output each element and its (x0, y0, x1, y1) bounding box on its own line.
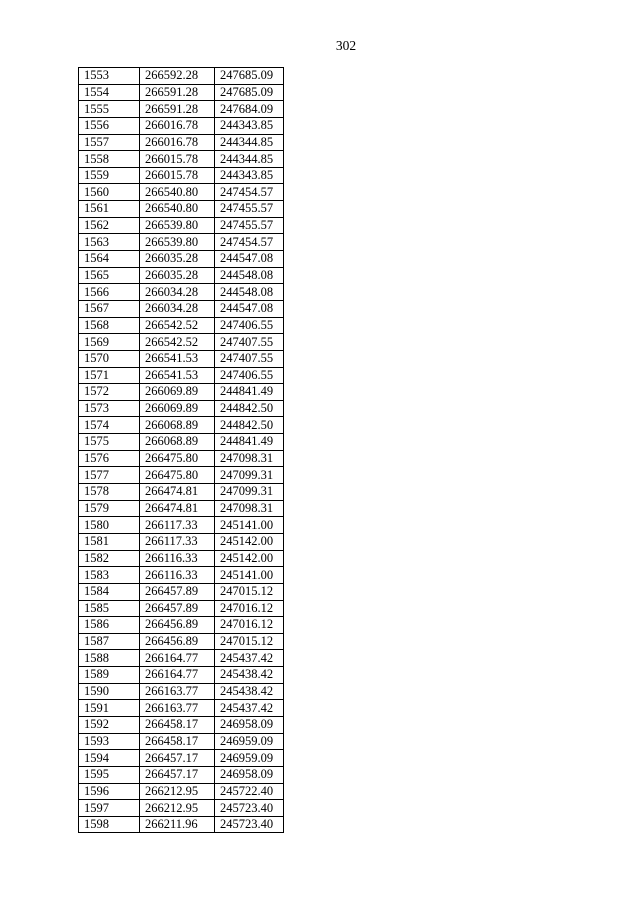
x-coordinate-cell: 266592.28 (140, 68, 215, 85)
x-coordinate-cell: 266458.17 (140, 733, 215, 750)
x-coordinate-cell: 266474.81 (140, 484, 215, 501)
point-number-cell: 1584 (79, 583, 140, 600)
table-row (79, 550, 284, 567)
point-number-cell: 1591 (79, 700, 140, 717)
table-row (79, 750, 284, 767)
y-coordinate-cell: 244548.08 (215, 267, 284, 284)
point-number-cell: 1574 (79, 417, 140, 434)
table-row (79, 117, 284, 134)
point-number-cell: 1562 (79, 217, 140, 234)
x-coordinate-cell: 266541.53 (140, 367, 215, 384)
point-number-cell: 1555 (79, 101, 140, 118)
y-coordinate-cell: 247015.12 (215, 583, 284, 600)
point-number-cell: 1576 (79, 450, 140, 467)
y-coordinate-cell: 247685.09 (215, 68, 284, 85)
table-row (79, 384, 284, 401)
y-coordinate-cell: 247406.55 (215, 367, 284, 384)
point-number-cell: 1570 (79, 350, 140, 367)
x-coordinate-cell: 266212.95 (140, 800, 215, 817)
x-coordinate-cell: 266475.80 (140, 450, 215, 467)
table-row (79, 484, 284, 501)
y-coordinate-cell: 247455.57 (215, 217, 284, 234)
point-number-cell: 1594 (79, 750, 140, 767)
x-coordinate-cell: 266034.28 (140, 284, 215, 301)
point-number-cell: 1559 (79, 167, 140, 184)
table-row (79, 217, 284, 234)
point-number-cell: 1586 (79, 617, 140, 634)
y-coordinate-cell: 247016.12 (215, 617, 284, 634)
y-coordinate-cell: 244344.85 (215, 151, 284, 168)
point-number-cell: 1587 (79, 633, 140, 650)
table-row (79, 151, 284, 168)
x-coordinate-cell: 266163.77 (140, 700, 215, 717)
point-number-cell: 1561 (79, 201, 140, 218)
point-number-cell: 1554 (79, 84, 140, 101)
table-row (79, 334, 284, 351)
table-row (79, 683, 284, 700)
y-coordinate-cell: 245438.42 (215, 683, 284, 700)
y-coordinate-cell: 245142.00 (215, 533, 284, 550)
table-row (79, 234, 284, 251)
table-row (79, 716, 284, 733)
x-coordinate-cell: 266211.96 (140, 816, 215, 833)
y-coordinate-cell: 246958.09 (215, 766, 284, 783)
y-coordinate-cell: 244841.49 (215, 384, 284, 401)
point-number-cell: 1569 (79, 334, 140, 351)
x-coordinate-cell: 266458.17 (140, 716, 215, 733)
x-coordinate-cell: 266475.80 (140, 467, 215, 484)
table-row (79, 450, 284, 467)
x-coordinate-cell: 266542.52 (140, 317, 215, 334)
table-row (79, 134, 284, 151)
table-row (79, 400, 284, 417)
x-coordinate-cell: 266539.80 (140, 217, 215, 234)
point-number-cell: 1592 (79, 716, 140, 733)
table-row (79, 733, 284, 750)
table-row (79, 167, 284, 184)
point-number-cell: 1577 (79, 467, 140, 484)
x-coordinate-cell: 266034.28 (140, 300, 215, 317)
x-coordinate-cell: 266164.77 (140, 667, 215, 684)
table-row (79, 84, 284, 101)
point-number-cell: 1565 (79, 267, 140, 284)
y-coordinate-cell: 245438.42 (215, 667, 284, 684)
point-number-cell: 1573 (79, 400, 140, 417)
y-coordinate-cell: 245141.00 (215, 567, 284, 584)
y-coordinate-cell: 244548.08 (215, 284, 284, 301)
point-number-cell: 1563 (79, 234, 140, 251)
point-number-cell: 1557 (79, 134, 140, 151)
point-number-cell: 1579 (79, 500, 140, 517)
table-row (79, 700, 284, 717)
table-row (79, 184, 284, 201)
y-coordinate-cell: 247099.31 (215, 484, 284, 501)
x-coordinate-cell: 266117.33 (140, 533, 215, 550)
table-row (79, 816, 284, 833)
table-row (79, 533, 284, 550)
x-coordinate-cell: 266591.28 (140, 84, 215, 101)
x-coordinate-cell: 266456.89 (140, 633, 215, 650)
table-row (79, 417, 284, 434)
x-coordinate-cell: 266541.53 (140, 350, 215, 367)
point-number-cell: 1582 (79, 550, 140, 567)
x-coordinate-cell: 266164.77 (140, 650, 215, 667)
point-number-cell: 1560 (79, 184, 140, 201)
table-row (79, 517, 284, 534)
table-row (79, 284, 284, 301)
y-coordinate-cell: 244343.85 (215, 117, 284, 134)
y-coordinate-cell: 247455.57 (215, 201, 284, 218)
table-row (79, 800, 284, 817)
x-coordinate-cell: 266016.78 (140, 134, 215, 151)
table-row (79, 101, 284, 118)
x-coordinate-cell: 266540.80 (140, 184, 215, 201)
y-coordinate-cell: 244841.49 (215, 434, 284, 451)
y-coordinate-cell: 245723.40 (215, 816, 284, 833)
x-coordinate-cell: 266539.80 (140, 234, 215, 251)
point-number-cell: 1578 (79, 484, 140, 501)
point-number-cell: 1571 (79, 367, 140, 384)
point-number-cell: 1595 (79, 766, 140, 783)
x-coordinate-cell: 266069.89 (140, 384, 215, 401)
y-coordinate-cell: 244344.85 (215, 134, 284, 151)
point-number-cell: 1564 (79, 251, 140, 268)
y-coordinate-cell: 244547.08 (215, 251, 284, 268)
point-number-cell: 1572 (79, 384, 140, 401)
y-coordinate-cell: 245141.00 (215, 517, 284, 534)
table-row (79, 317, 284, 334)
x-coordinate-cell: 266015.78 (140, 167, 215, 184)
table-row (79, 650, 284, 667)
y-coordinate-cell: 247098.31 (215, 500, 284, 517)
y-coordinate-cell: 245723.40 (215, 800, 284, 817)
y-coordinate-cell: 244343.85 (215, 167, 284, 184)
table-row (79, 667, 284, 684)
y-coordinate-cell: 247454.57 (215, 184, 284, 201)
x-coordinate-cell: 266474.81 (140, 500, 215, 517)
table-row (79, 633, 284, 650)
x-coordinate-cell: 266591.28 (140, 101, 215, 118)
point-number-cell: 1588 (79, 650, 140, 667)
x-coordinate-cell: 266068.89 (140, 417, 215, 434)
x-coordinate-cell: 266457.89 (140, 600, 215, 617)
y-coordinate-cell: 247406.55 (215, 317, 284, 334)
x-coordinate-cell: 266116.33 (140, 567, 215, 584)
x-coordinate-cell: 266542.52 (140, 334, 215, 351)
point-number-cell: 1581 (79, 533, 140, 550)
table-row (79, 434, 284, 451)
y-coordinate-cell: 247407.55 (215, 334, 284, 351)
x-coordinate-cell: 266035.28 (140, 251, 215, 268)
table-row (79, 300, 284, 317)
x-coordinate-cell: 266212.95 (140, 783, 215, 800)
coordinates-table (78, 67, 284, 833)
x-coordinate-cell: 266456.89 (140, 617, 215, 634)
x-coordinate-cell: 266068.89 (140, 434, 215, 451)
point-number-cell: 1580 (79, 517, 140, 534)
table-row (79, 350, 284, 367)
y-coordinate-cell: 247407.55 (215, 350, 284, 367)
table-row (79, 567, 284, 584)
point-number-cell: 1593 (79, 733, 140, 750)
x-coordinate-cell: 266457.17 (140, 766, 215, 783)
y-coordinate-cell: 247016.12 (215, 600, 284, 617)
x-coordinate-cell: 266016.78 (140, 117, 215, 134)
point-number-cell: 1556 (79, 117, 140, 134)
y-coordinate-cell: 246959.09 (215, 750, 284, 767)
x-coordinate-cell: 266163.77 (140, 683, 215, 700)
y-coordinate-cell: 245142.00 (215, 550, 284, 567)
table-row (79, 583, 284, 600)
table-row (79, 68, 284, 85)
y-coordinate-cell: 245437.42 (215, 700, 284, 717)
y-coordinate-cell: 245437.42 (215, 650, 284, 667)
table-row (79, 267, 284, 284)
x-coordinate-cell: 266015.78 (140, 151, 215, 168)
y-coordinate-cell: 245722.40 (215, 783, 284, 800)
point-number-cell: 1558 (79, 151, 140, 168)
y-coordinate-cell: 244842.50 (215, 400, 284, 417)
x-coordinate-cell: 266457.89 (140, 583, 215, 600)
y-coordinate-cell: 244547.08 (215, 300, 284, 317)
table-row (79, 201, 284, 218)
table-row (79, 600, 284, 617)
point-number-cell: 1567 (79, 300, 140, 317)
coordinates-table-body (79, 68, 284, 833)
page-number: 302 (335, 38, 357, 53)
table-row (79, 617, 284, 634)
y-coordinate-cell: 247098.31 (215, 450, 284, 467)
y-coordinate-cell: 244842.50 (215, 417, 284, 434)
y-coordinate-cell: 247684.09 (215, 101, 284, 118)
x-coordinate-cell: 266116.33 (140, 550, 215, 567)
table-row (79, 783, 284, 800)
x-coordinate-cell: 266117.33 (140, 517, 215, 534)
table-row (79, 766, 284, 783)
y-coordinate-cell: 247685.09 (215, 84, 284, 101)
point-number-cell: 1596 (79, 783, 140, 800)
x-coordinate-cell: 266035.28 (140, 267, 215, 284)
y-coordinate-cell: 246958.09 (215, 716, 284, 733)
table-row (79, 500, 284, 517)
y-coordinate-cell: 247099.31 (215, 467, 284, 484)
point-number-cell: 1553 (79, 68, 140, 85)
point-number-cell: 1575 (79, 434, 140, 451)
point-number-cell: 1585 (79, 600, 140, 617)
table-row (79, 251, 284, 268)
point-number-cell: 1590 (79, 683, 140, 700)
table-row (79, 367, 284, 384)
y-coordinate-cell: 247015.12 (215, 633, 284, 650)
x-coordinate-cell: 266069.89 (140, 400, 215, 417)
y-coordinate-cell: 247454.57 (215, 234, 284, 251)
point-number-cell: 1568 (79, 317, 140, 334)
point-number-cell: 1589 (79, 667, 140, 684)
point-number-cell: 1566 (79, 284, 140, 301)
point-number-cell: 1597 (79, 800, 140, 817)
x-coordinate-cell: 266540.80 (140, 201, 215, 218)
y-coordinate-cell: 246959.09 (215, 733, 284, 750)
point-number-cell: 1598 (79, 816, 140, 833)
point-number-cell: 1583 (79, 567, 140, 584)
table-row (79, 467, 284, 484)
x-coordinate-cell: 266457.17 (140, 750, 215, 767)
